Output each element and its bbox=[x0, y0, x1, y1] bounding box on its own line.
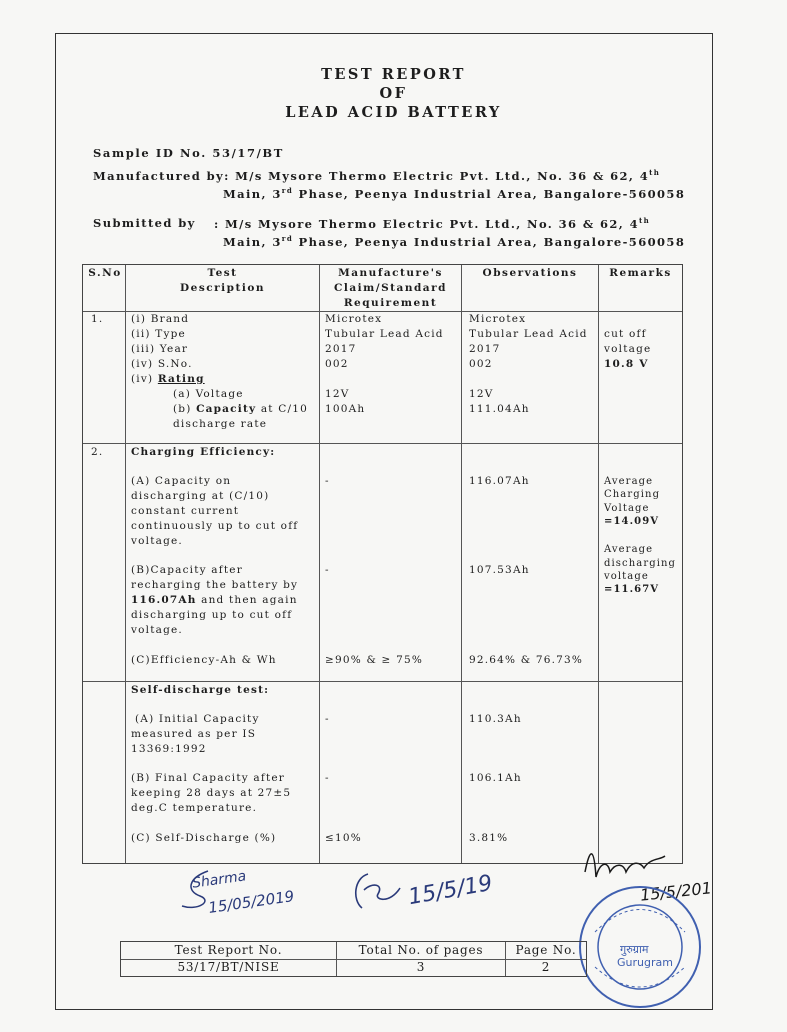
row1-obs-sno: 002 bbox=[469, 358, 493, 370]
submitted-by-address2a: Main, 3 bbox=[223, 234, 282, 249]
row3-a-desc-1: (A) Initial Capacity bbox=[135, 713, 260, 725]
seal-text-bottom: Gurugram bbox=[617, 956, 673, 969]
submitted-by-address1-wrap bbox=[214, 216, 650, 231]
header-description: Description bbox=[180, 282, 265, 294]
left-signature-date: 15/05/2019 bbox=[207, 887, 296, 917]
footer-report-no-value: 53/17/BT/NISE bbox=[177, 960, 280, 974]
row2-sno: 2. bbox=[91, 446, 104, 458]
submitted-by-label: Submitted by bbox=[93, 216, 196, 230]
row2-remarks-b-3: voltage bbox=[604, 571, 649, 582]
manufactured-by-label: Manufactured by: bbox=[93, 168, 230, 183]
row2-a-desc-1: (A) Capacity on bbox=[131, 475, 232, 487]
manufactured-by-line2 bbox=[223, 186, 685, 201]
ordinal-sup: rd bbox=[281, 234, 294, 243]
submitted-by-line1 bbox=[93, 216, 196, 230]
row-divider bbox=[83, 443, 682, 444]
row1-obs-voltage: 12V bbox=[469, 388, 494, 400]
rating-label: Rating bbox=[157, 373, 205, 385]
row1-obs-year: 2017 bbox=[469, 343, 501, 355]
col-divider bbox=[461, 265, 462, 863]
row1-desc-brand: (i) Brand bbox=[131, 313, 190, 325]
header-remarks: Remarks bbox=[609, 267, 672, 279]
report-reference-table bbox=[120, 941, 587, 977]
header-observations: Observations bbox=[482, 267, 578, 279]
manufactured-by-line1 bbox=[93, 168, 660, 183]
row-divider bbox=[83, 681, 682, 682]
row3-b-claim: - bbox=[325, 772, 330, 784]
row1-desc-capacity bbox=[173, 402, 308, 417]
row2-b-obs: 107.53Ah bbox=[469, 564, 530, 576]
row2-remarks-a-4: =14.09V bbox=[604, 516, 660, 527]
row1-desc-rating bbox=[131, 372, 205, 387]
row3-c-claim: ≤10% bbox=[325, 832, 362, 844]
row1-remarks-2: voltage bbox=[604, 343, 652, 355]
rating-prefix: (iv) bbox=[131, 373, 158, 385]
row2-a-claim: - bbox=[325, 475, 330, 487]
row1-sno: 1. bbox=[91, 313, 104, 325]
row2-b-desc-5: voltage. bbox=[131, 624, 183, 636]
row1-claim-brand: Microtex bbox=[325, 313, 383, 325]
row1-obs-capacity: 111.04Ah bbox=[469, 403, 530, 415]
header-claim-1: Manufacture's bbox=[338, 267, 443, 279]
row3-b-obs: 106.1Ah bbox=[469, 772, 522, 784]
ordinal-sup: th bbox=[639, 216, 651, 225]
row2-b-desc-4: discharging up to cut off bbox=[131, 609, 293, 621]
row2-a-desc-3: constant current bbox=[131, 505, 240, 517]
row2-a-obs: 116.07Ah bbox=[469, 475, 530, 487]
row2-c-claim: ≥90% & ≥ 75% bbox=[325, 654, 424, 666]
col-divider bbox=[598, 265, 599, 863]
footer-total-pages-value: 3 bbox=[416, 960, 426, 974]
row1-remarks-1: cut off bbox=[604, 328, 647, 340]
row3-a-desc-3: 13369:1992 bbox=[131, 743, 207, 755]
row2-remarks-b-2: discharging bbox=[604, 558, 677, 569]
middle-signature-date: 15/5/19 bbox=[406, 870, 495, 911]
col-divider bbox=[319, 265, 320, 863]
header-claim-3: Requirement bbox=[343, 297, 438, 309]
submitted-by-address1: : M/s Mysore Thermo Electric Pvt. Ltd., No. 36 & 62, 4 bbox=[214, 216, 640, 231]
capacity-prefix: (b) bbox=[173, 403, 197, 415]
sample-id: Sample ID No. 53/17/BT bbox=[93, 146, 284, 160]
row2-remarks-a-2: Charging bbox=[604, 489, 661, 500]
footer-page-no-value: 2 bbox=[541, 960, 551, 974]
row2-a-desc-4: continuously up to cut off bbox=[131, 520, 299, 532]
row2-a-desc-5: voltage. bbox=[131, 535, 183, 547]
recharge-rest: and then again bbox=[196, 594, 298, 606]
header-sno: S.No bbox=[88, 267, 122, 279]
report-title-of: OF bbox=[379, 85, 408, 102]
footer-total-pages-label: Total No. of pages bbox=[358, 943, 484, 957]
row3-b-desc-2: keeping 28 days at 27±5 bbox=[131, 787, 292, 799]
row2-b-desc-3 bbox=[131, 593, 298, 608]
row1-claim-sno: 002 bbox=[325, 358, 349, 370]
row1-remarks-cutoff: 10.8 V bbox=[604, 358, 649, 370]
row3-a-claim: - bbox=[325, 713, 330, 725]
row1-desc-year: (iii) Year bbox=[131, 343, 189, 355]
manufactured-by-address2b: Phase, Peenya Industrial Area, Bangalore-560058 bbox=[293, 186, 686, 201]
row1-claim-capacity: 100Ah bbox=[325, 403, 366, 415]
report-title: TEST REPORT bbox=[321, 66, 466, 83]
row1-desc-sno: (iv) S.No. bbox=[131, 358, 193, 370]
header-claim-2: Claim/Standard bbox=[334, 282, 447, 294]
recharge-amount: 116.07Ah bbox=[131, 594, 197, 606]
footer-page-no-label: Page No. bbox=[515, 943, 577, 957]
row2-remarks-b-1: Average bbox=[604, 544, 654, 555]
row1-claim-year: 2017 bbox=[325, 343, 357, 355]
report-subject: LEAD ACID BATTERY bbox=[285, 104, 502, 121]
row2-a-desc-2: discharging at (C/10) bbox=[131, 490, 270, 502]
row1-claim-voltage: 12V bbox=[325, 388, 350, 400]
middle-signature-scribble bbox=[350, 870, 410, 915]
capacity-suffix: at C/10 bbox=[256, 403, 308, 415]
manufactured-by-address2a: Main, 3 bbox=[223, 186, 282, 201]
row1-obs-brand: Microtex bbox=[469, 313, 527, 325]
row2-remarks-a-3: Voltage bbox=[604, 503, 650, 514]
row1-obs-type: Tubular Lead Acid bbox=[469, 328, 588, 340]
left-signature-scribble bbox=[178, 866, 223, 916]
row2-b-claim: - bbox=[325, 564, 330, 576]
ordinal-sup: th bbox=[649, 168, 661, 177]
manufactured-by-address1: M/s Mysore Thermo Electric Pvt. Ltd., No. 36 & 62, 4 bbox=[235, 168, 650, 183]
row2-remarks-a-1: Average bbox=[604, 476, 654, 487]
row3-a-obs: 110.3Ah bbox=[469, 713, 522, 725]
results-table bbox=[82, 264, 683, 864]
right-signature-scribble bbox=[580, 842, 670, 887]
row3-b-desc-1: (B) Final Capacity after bbox=[131, 772, 286, 784]
row1-desc-type: (ii) Type bbox=[131, 328, 186, 340]
capacity-label: Capacity bbox=[196, 403, 257, 415]
submitted-by-line2 bbox=[223, 234, 685, 249]
row1-desc-voltage: (a) Voltage bbox=[173, 388, 244, 400]
row2-heading: Charging Efficiency: bbox=[131, 446, 276, 458]
header-test: Test bbox=[207, 267, 238, 279]
row2-c-desc: (C)Efficiency-Ah & Wh bbox=[131, 654, 277, 666]
row3-a-desc-2: measured as per IS bbox=[131, 728, 257, 740]
row3-c-desc: (C) Self-Discharge (%) bbox=[131, 832, 277, 844]
row2-c-obs: 92.64% & 76.73% bbox=[469, 654, 584, 666]
submitted-by-address2b: Phase, Peenya Industrial Area, Bangalore-560058 bbox=[293, 234, 686, 249]
right-signature-date: 15/5/201 bbox=[639, 878, 713, 905]
row1-claim-type: Tubular Lead Acid bbox=[325, 328, 444, 340]
col-divider bbox=[125, 265, 126, 863]
row3-b-desc-3: deg.C temperature. bbox=[131, 802, 258, 814]
row3-heading: Self-discharge test: bbox=[131, 684, 270, 696]
left-signature-name: Sharma bbox=[191, 868, 248, 892]
row1-desc-discharge-rate: discharge rate bbox=[173, 418, 268, 430]
row2-b-desc-1: (B)Capacity after bbox=[131, 564, 243, 576]
row2-b-desc-2: recharging the battery by bbox=[131, 579, 299, 591]
row2-remarks-b-4: =11.67V bbox=[604, 584, 660, 595]
footer-report-no-label: Test Report No. bbox=[174, 943, 283, 957]
ordinal-sup: rd bbox=[281, 186, 294, 195]
row3-c-obs: 3.81% bbox=[469, 832, 509, 844]
seal-text-top: गुरुग्राम bbox=[620, 943, 649, 956]
